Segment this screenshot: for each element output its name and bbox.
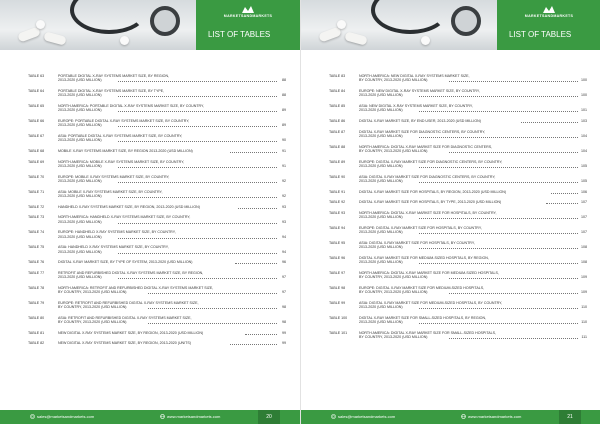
table-page-number: 99 — [282, 330, 286, 335]
table-title-line: EUROPE: NEW DIGITAL X-RAY SYSTEMS MARKET SIZE, BY COUNTRY, — [359, 89, 480, 93]
table-number: TABLE 100 — [329, 315, 348, 320]
table-number: TABLE 65 — [28, 104, 45, 108]
table-title-line: 2013-2020 (USD MILLION) — [58, 78, 102, 83]
table-title-line: EUROPE: HANDHELD X-RAY SYSTEMS MARKET SIZE, BY COUNTRY, — [58, 230, 176, 235]
page-number: 20 — [258, 410, 280, 424]
table-number: TABLE 99 — [329, 300, 346, 305]
table-page-number: 88 — [282, 78, 286, 83]
page-right — [300, 0, 600, 424]
table-title-line: 2013-2020 (USD MILLION) — [58, 93, 102, 98]
table-title-line: HANDHELD X-RAY SYSTEMS MARKET SIZE, BY REGION, 2013-2020 (USD MILLION) — [58, 204, 200, 209]
table-page-number: 101 — [581, 108, 587, 113]
table-title — [359, 190, 569, 194]
table-title — [359, 200, 569, 204]
dot-leader — [118, 253, 277, 254]
dot-leader — [118, 238, 277, 239]
table-title-line: NORTH AMERICA: MOBILE X-RAY SYSTEMS MARKET SIZE, BY COUNTRY, — [58, 159, 185, 164]
table-number: TABLE 77 — [28, 270, 45, 275]
table-title-line: BY COUNTRY, 2013-2020 (USD MILLION) — [58, 290, 127, 295]
table-page-number: 108 — [581, 260, 587, 265]
table-title-line: 2013-2020 (USD MILLION) — [359, 93, 403, 98]
page-number: 21 — [559, 410, 581, 424]
table-title-line: NORTH AMERICA: PORTABLE DIGITAL X-RAY SYSTEMS MARKET SIZE, BY COUNTRY, — [58, 104, 204, 108]
table-title-line: 2013-2020 (USD MILLION) — [58, 108, 102, 113]
table-title-line: NORTH AMERICA: NEW DIGITAL X-RAY SYSTEMS MARKET SIZE, — [359, 74, 470, 78]
table-number: TABLE 63 — [28, 74, 45, 78]
table-title-line: 2013-2020 (USD MILLION) — [58, 219, 102, 224]
table-title-line: 2013-2020 (USD MILLION) — [359, 215, 403, 220]
table-title-line: PORTABLE DIGITAL X-RAY SYSTEMS MARKET SIZE, BY TYPE, — [58, 89, 165, 93]
table-title-line: ASIA: MOBILE X-RAY SYSTEMS MARKET SIZE, BY COUNTRY, — [58, 189, 163, 194]
header-photo — [0, 0, 196, 50]
table-page-number: 100 — [581, 78, 587, 83]
dot-leader — [546, 203, 578, 204]
dot-leader — [245, 334, 277, 335]
dot-leader — [419, 233, 578, 234]
brand-logo — [210, 6, 286, 18]
table-page-number: 92 — [282, 193, 286, 198]
table-title-line: NEW DIGITAL X-RAY SYSTEMS MARKET SIZE, BY REGION, 2013-2020 (USD MILLION) — [58, 330, 204, 335]
table-number: TABLE 87 — [329, 129, 346, 134]
header-band — [497, 0, 600, 50]
table-number: TABLE 68 — [28, 149, 45, 153]
table-title-line: NORTH AMERICA: DIGITAL X-RAY MARKET SIZE FOR DIAGNOSTIC CENTERS, — [359, 144, 493, 149]
table-title-line: 2013-2020 (USD MILLION) — [359, 179, 403, 183]
table-title-line: NORTH AMERICA: DIGITAL X-RAY MARKET SIZE FOR SMALL-SIZED HOSPITALS, — [359, 330, 497, 335]
table-title-line: EUROPE: DIGITAL X-RAY MARKET SIZE FOR DIAGNOSTIC CENTERS, BY COUNTRY, — [359, 159, 503, 164]
table-page-number: 94 — [282, 249, 286, 254]
table-page-number: 104 — [581, 133, 587, 138]
table-title-line: ASIA: PORTABLE DIGITAL X-RAY SYSTEMS MARKET SIZE, BY COUNTRY, — [58, 134, 183, 138]
table-title-line: 2013-2020 (USD MILLION) — [58, 138, 102, 143]
dot-leader — [449, 152, 578, 153]
pill-graphic — [318, 27, 342, 43]
page-footer — [0, 410, 300, 424]
table-number: TABLE 93 — [329, 210, 346, 215]
table-title-line: NORTH AMERICA: DIGITAL X-RAY MARKET SIZE FOR HOSPITALS, BY COUNTRY, — [359, 210, 497, 215]
table-title-line: ASIA: DIGITAL X-RAY MARKET SIZE FOR DIAGNOSTIC CENTERS, BY COUNTRY, — [359, 174, 496, 179]
table-title-line: EUROPE: MOBILE X-RAY SYSTEMS MARKET SIZE, BY COUNTRY, — [58, 174, 170, 179]
table-title-line: EUROPE: DIGITAL X-RAY MARKET SIZE FOR HOSPITALS, BY COUNTRY, — [359, 225, 482, 230]
email-icon — [30, 414, 35, 419]
table-number: TABLE 98 — [329, 285, 346, 290]
pill-graphic — [17, 27, 41, 43]
dot-leader — [230, 152, 277, 153]
table-number: TABLE 72 — [28, 204, 45, 209]
table-title-line: DIGITAL X-RAY MARKET SIZE FOR MEDIUM-SIZED HOSPITALS, BY REGION, — [359, 255, 489, 260]
dot-leader — [419, 111, 578, 112]
table-title-line: 2013-2020 (USD MILLION) — [359, 245, 403, 250]
table-title-line: 2013-2020 (USD MILLION) — [359, 320, 403, 325]
dot-leader — [419, 323, 578, 324]
table-number: TABLE 83 — [329, 74, 346, 78]
table-title-line: EUROPE: PORTABLE DIGITAL X-RAY SYSTEMS MARKET SIZE, BY COUNTRY, — [58, 119, 190, 123]
table-title-line: 2013-2020 (USD MILLION) — [58, 123, 102, 128]
table-title-line: DIGITAL X-RAY MARKET SIZE FOR HOSPITALS, BY REGION, 2013-2020 (USD MILLION) — [359, 189, 507, 194]
page-footer — [301, 410, 600, 424]
table-title-line: ASIA: DIGITAL X-RAY MARKET SIZE FOR HOSPITALS, BY COUNTRY, — [359, 240, 475, 245]
table-number: TABLE 97 — [329, 270, 346, 275]
dot-leader — [419, 248, 578, 249]
dot-leader — [148, 323, 277, 324]
table-page-number: 93 — [282, 219, 286, 224]
footer-email[interactable]: sales@marketsandmarkets.com — [37, 414, 95, 419]
dot-leader — [449, 338, 578, 339]
table-number: TABLE 85 — [329, 104, 346, 108]
table-page-number: 106 — [581, 189, 587, 194]
dot-leader — [419, 308, 578, 309]
table-title-line: BY COUNTRY, 2013-2020 (USD MILLION) — [359, 149, 428, 153]
footer-website[interactable]: www.marketsandmarkets.com — [167, 414, 221, 419]
logo-mark-icon — [242, 6, 254, 13]
dot-leader — [521, 122, 578, 123]
pill-graphic — [344, 31, 368, 45]
dot-leader — [419, 137, 578, 138]
table-title-line: BY COUNTRY, 2013-2020 (USD MILLION) — [359, 275, 428, 280]
dot-leader — [419, 96, 578, 97]
table-number: TABLE 95 — [329, 240, 346, 245]
dot-leader — [419, 182, 578, 183]
globe-icon — [461, 414, 466, 419]
pill-graphic — [43, 31, 67, 45]
table-title-line: BY COUNTRY, 2013-2020 (USD MILLION) — [359, 78, 428, 83]
table-title-line: BY COUNTRY, 2013-2020 (USD MILLION) — [58, 320, 127, 325]
table-title-line: DIGITAL X-RAY MARKET SIZE FOR DIAGNOSTIC CENTERS, BY COUNTRY, — [359, 129, 486, 134]
table-page-number: 97 — [282, 290, 286, 295]
table-title-line: RETROFIT AND REFURBISHED DIGITAL X-RAY SYSTEMS MARKET SIZE, BY REGION, — [58, 270, 204, 275]
table-title-line: 2013-2020 (USD MILLION) — [359, 260, 403, 265]
stethoscope-chestpiece — [150, 6, 180, 36]
footer-website[interactable]: www.marketsandmarkets.com — [468, 414, 522, 419]
dot-leader — [118, 197, 277, 198]
table-page-number: 89 — [282, 108, 286, 113]
table-page-number: 98 — [282, 305, 286, 310]
dot-leader — [551, 193, 578, 194]
table-page-number: 109 — [581, 275, 587, 280]
table-title-line: 2013-2020 (USD MILLION) — [359, 305, 403, 310]
table-title-line: PORTABLE DIGITAL X-RAY SYSTEMS MARKET SIZE, BY REGION, — [58, 74, 170, 78]
table-title-line: ASIA: HANDHELD X-RAY SYSTEMS MARKET SIZE, BY COUNTRY, — [58, 245, 169, 250]
brand-name: MARKETSANDMARKETS — [223, 14, 273, 18]
table-title-line: DIGITAL X-RAY MARKET SIZE, BY TYPE OF SYSTEM, 2013-2020 (USD MILLION) — [58, 260, 193, 265]
table-page-number: 91 — [282, 163, 286, 168]
table-title-line: 2013-2020 (USD MILLION) — [58, 179, 102, 183]
table-title-line: NORTH AMERICA: DIGITAL X-RAY MARKET SIZE FOR MEDIUM-SIZED HOSPITALS, — [359, 270, 499, 275]
brand-logo — [511, 6, 587, 18]
table-title-line: 2013-2020 (USD MILLION) — [58, 164, 102, 168]
table-title-line: EUROPE: DIGITAL X-RAY MARKET SIZE FOR MEDIUM-SIZED HOSPITALS, — [359, 285, 485, 290]
table-page-number: 107 — [581, 215, 587, 220]
dot-leader — [118, 81, 277, 82]
section-title: LIST OF TABLES — [208, 30, 271, 39]
pill-graphic — [421, 36, 430, 45]
dot-leader — [118, 96, 277, 97]
table-page-number: 108 — [581, 245, 587, 250]
table-number: TABLE 96 — [329, 255, 346, 260]
table-title-line: DIGITAL X-RAY MARKET SIZE, BY END USER, 2013-2020 (USD MILLION) — [359, 119, 481, 123]
email-icon — [331, 414, 336, 419]
table-number: TABLE 86 — [329, 119, 346, 123]
table-number: TABLE 69 — [28, 159, 45, 164]
table-title-line: NORTH AMERICA: RETROFIT AND REFURBISHED DIGITAL X-RAY SYSTEMS MARKET SIZE, — [58, 285, 214, 290]
dot-leader — [419, 263, 578, 264]
table-page-number: 100 — [581, 93, 587, 98]
table-page-number: 105 — [581, 178, 587, 183]
table-number: TABLE 92 — [329, 200, 346, 205]
table-number: TABLE 75 — [28, 245, 45, 250]
table-page-number: 97 — [282, 275, 286, 280]
table-number: TABLE 74 — [28, 230, 45, 235]
table-title-line: 2013-2020 (USD MILLION) — [359, 230, 403, 235]
footer-email[interactable]: sales@marketsandmarkets.com — [338, 414, 396, 419]
table-title-line: ASIA: RETROFIT AND REFURBISHED DIGITAL X-RAY SYSTEMS MARKET SIZE, — [58, 315, 192, 320]
table-title-line: 2013-2020 (USD MILLION) — [58, 194, 102, 198]
table-page-number: 89 — [282, 123, 286, 128]
table-number: TABLE 67 — [28, 134, 45, 138]
dot-leader — [449, 293, 578, 294]
table-title-line: NEW DIGITAL X-RAY SYSTEMS MARKET SIZE, BY REGION, 2013-2020 (UNITS) — [58, 341, 191, 346]
pill-graphic — [120, 36, 129, 45]
table-page-number: 109 — [581, 290, 587, 295]
pill-graphic — [337, 20, 346, 29]
brand-name: MARKETSANDMARKETS — [524, 14, 574, 18]
table-number: TABLE 64 — [28, 89, 45, 93]
table-number: TABLE 88 — [329, 144, 346, 149]
table-number: TABLE 71 — [28, 189, 45, 194]
table-number: TABLE 79 — [28, 300, 45, 305]
table-page-number: 105 — [581, 163, 587, 168]
table-number: TABLE 76 — [28, 260, 45, 265]
dot-leader — [118, 182, 277, 183]
dot-leader — [238, 208, 278, 209]
table-page-number: 110 — [581, 320, 587, 325]
table-title-line: DIGITAL X-RAY MARKET SIZE FOR SMALL-SIZED HOSPITALS, BY REGION, — [359, 315, 487, 320]
table-number: TABLE 82 — [28, 341, 45, 346]
table-page-number: 111 — [581, 335, 587, 340]
table-title-line: EUROPE: RETROFIT AND REFURBISHED DIGITAL X-RAY SYSTEMS MARKET SIZE, — [58, 300, 199, 305]
table-title-line: 2013-2020 (USD MILLION) — [58, 234, 102, 239]
table-page-number: 104 — [581, 148, 587, 153]
table-number: TABLE 78 — [28, 285, 45, 290]
table-page-number: 110 — [581, 305, 587, 310]
table-title-line: MOBILE X-RAY SYSTEMS MARKET SIZE, BY REGION 2013-2020 (USD MILLION) — [58, 149, 193, 153]
table-title-line: 2013-2020 (USD MILLION) — [58, 249, 102, 254]
table-title-line: NORTH AMERICA: HANDHELD X-RAY SYSTEMS MARKET SIZE, BY COUNTRY, — [58, 215, 191, 220]
table-number: TABLE 94 — [329, 225, 346, 230]
table-page-number: 91 — [282, 149, 286, 153]
stethoscope-chestpiece — [451, 6, 481, 36]
dot-leader — [449, 81, 578, 82]
table-title-line: BY COUNTRY, 2013-2020 (USD MILLION) — [359, 290, 428, 295]
table-number: TABLE 101 — [329, 330, 348, 335]
table-page-number: 92 — [282, 178, 286, 183]
table-number: TABLE 91 — [329, 189, 346, 194]
table-title-line: BY COUNTRY, 2013-2020 (USD MILLION) — [359, 335, 428, 340]
section-title: LIST OF TABLES — [509, 30, 572, 39]
dot-leader — [419, 218, 578, 219]
table-title-line: 2013-2020 (USD MILLION) — [359, 108, 403, 113]
table-number: TABLE 90 — [329, 174, 346, 179]
page-header — [301, 0, 600, 50]
dot-leader — [118, 167, 277, 168]
dot-leader — [118, 141, 277, 142]
table-title-line: 2013-2020 (USD MILLION) — [359, 164, 403, 168]
logo-mark-icon — [543, 6, 555, 13]
page-header — [0, 0, 300, 50]
table-number: TABLE 89 — [329, 159, 346, 164]
table-title-line: DIGITAL X-RAY MARKET SIZE FOR HOSPITALS, BY TYPE, 2013-2020 (USD MILLION) — [359, 200, 502, 205]
table-page-number: 90 — [282, 138, 286, 143]
header-photo — [301, 0, 497, 50]
table-title-line: 2013-2020 (USD MILLION) — [359, 134, 403, 138]
table-title — [58, 205, 268, 209]
table-number: TABLE 84 — [329, 89, 346, 93]
table-page-number: 107 — [581, 200, 587, 205]
stethoscope-graphic — [371, 0, 449, 34]
dot-leader — [230, 344, 277, 345]
table-page-number: 98 — [282, 320, 286, 325]
table-number: TABLE 70 — [28, 174, 45, 179]
dot-leader — [235, 263, 277, 264]
dot-leader — [449, 278, 578, 279]
dot-leader — [118, 126, 277, 127]
dot-leader — [118, 111, 277, 112]
table-page-number: 93 — [282, 204, 286, 209]
header-band — [196, 0, 300, 50]
table-number: TABLE 80 — [28, 315, 45, 320]
table-number: TABLE 73 — [28, 215, 45, 220]
stethoscope-graphic — [70, 0, 148, 34]
table-page-number: 96 — [282, 260, 286, 265]
table-title — [58, 331, 268, 335]
dot-leader — [118, 223, 277, 224]
table-page-number: 103 — [581, 119, 587, 123]
dot-leader — [148, 293, 277, 294]
table-page-number: 99 — [282, 341, 286, 346]
globe-icon — [160, 414, 165, 419]
table-title-line: ASIA: DIGITAL X-RAY MARKET SIZE FOR MEDIUM-SIZED HOSPITALS, BY COUNTRY, — [359, 300, 503, 305]
table-title-line: BY COUNTRY, 2013-2020 (USD MILLION) — [58, 305, 127, 310]
table-title-line: ASIA: NEW DIGITAL X-RAY SYSTEMS MARKET SIZE, BY COUNTRY, — [359, 104, 473, 108]
pill-graphic — [36, 20, 45, 29]
table-title-line: 2013-2020 (USD MILLION) — [58, 275, 102, 280]
table-page-number: 107 — [581, 230, 587, 235]
table-page-number: 94 — [282, 234, 286, 239]
table-number: TABLE 66 — [28, 119, 45, 123]
dot-leader — [419, 167, 578, 168]
table-number: TABLE 81 — [28, 330, 45, 335]
table-page-number: 88 — [282, 93, 286, 98]
dot-leader — [148, 308, 277, 309]
dot-leader — [118, 278, 277, 279]
